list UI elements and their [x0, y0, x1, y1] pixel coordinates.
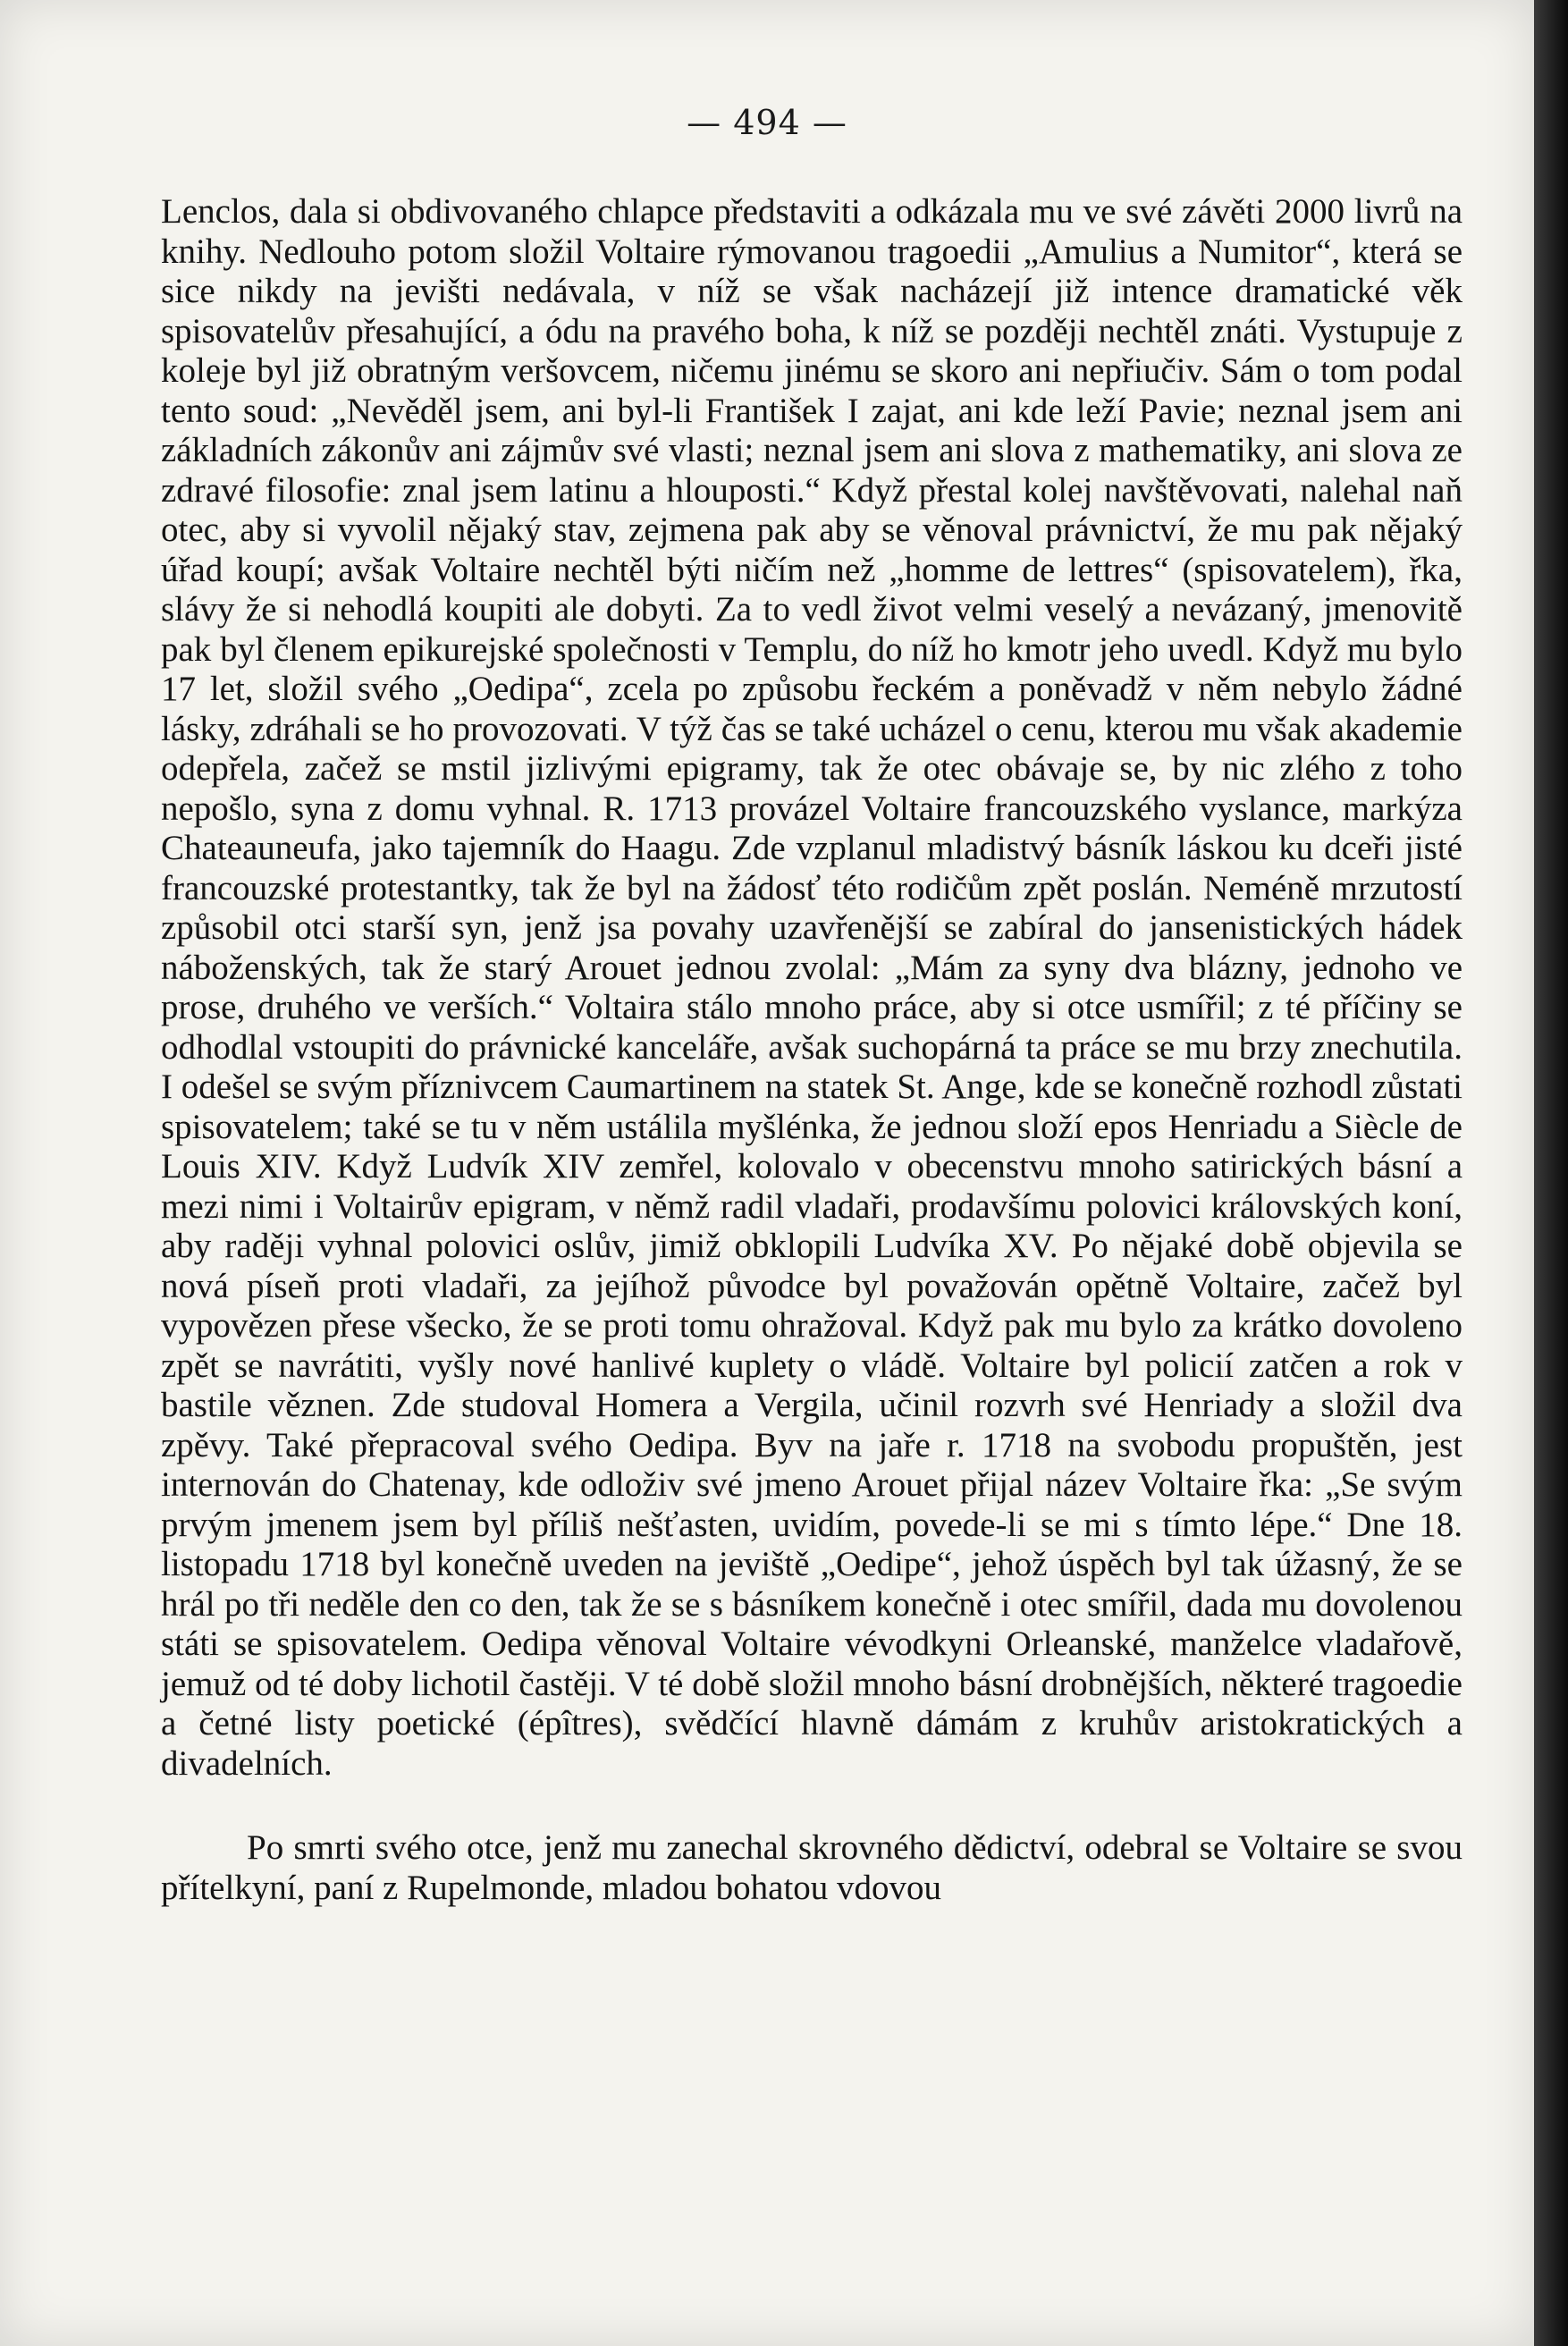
page-number: — 494 —: [687, 103, 847, 142]
paragraph: Po smrti svého otce, jenž mu zanechal skrovného dědictví, odebral se Voltaire se svou přítelkyní, paní z Rupelmonde, mladou bohatou vdovou: [161, 1828, 1463, 1907]
page-edge-shadow: [1534, 0, 1568, 2346]
page-text: [161, 192, 1463, 1908]
paragraph: Lenclos, dala si obdivovaného chlapce představiti a odkázala mu ve své závěti 2000 livrů na knihy. Nedlouho potom složil Voltaire rýmovanou tragoedii „Amulius a Numitor“, která se sice nikdy na jevišti nedávala, v níž se však nacházejí již intence dramatické věk spisovatelův přesahující, a ódu na pravého boha, k níž se později nechtěl znáti. Vystupuje z koleje byl již obratným veršovcem, ničemu jinému se skoro ani nepřiučiv. Sám o tom podal tento soud: „Nevěděl jsem, ani byl-li František I zajat, ani kde leží Pavie; neznal jsem ani základních zákonův ani zájmův své vlasti; neznal jsem ani slova z mathematiky, ani slova ze zdravé filosofie: znal jsem latinu a hlouposti.“ Když přestal kolej navštěvovati, nalehal naň otec, aby si vyvolil nějaký stav, zejmena pak aby se věnoval právnictví, že mu pak nějaký úřad koupí; avšak Voltaire nechtěl býti ničím než „homme de lettres“ (spisovatelem), řka, slávy že si nehodlá koupiti ale dobyti. Za to vedl život velmi veselý a nevázaný, jmenovitě pak byl členem epikurejské společnosti v Templu, do níž ho kmotr jeho uvedl. Když mu bylo 17 let, složil svého „Oedipa“, zcela po způsobu řeckém a poněvadž v něm nebylo žádné lásky, zdráhali se ho provozovati. V týž čas se také ucházel o cenu, kterou mu však akademie odepřela, začež se mstil jizlivými epigramy, tak že otec obávaje se, by nic zlého z toho nepošlo, syna z domu vyhnal. R. 1713 provázel Voltaire francouzského vyslance, markýza Chateauneufa, jako tajemník do Haagu. Zde vzplanul mladistvý básník láskou ku dceři jisté francouzské protestantky, tak že byl na žádosť této rodičům zpět poslán. Neméně mrzutostí způsobil otci starší syn, jenž jsa povahy uzavřenější se zabíral do jansenistických hádek náboženských, tak že starý Arouet jednou zvolal: „Mám za syny dva blázny, jednoho ve prose, druhého ve verších.“ Voltaira stálo mnoho práce, aby si otce usmířil; z té příčiny se odhodlal vstoupiti do právnické kanceláře, avšak suchopárná ta práce se mu brzy znechutila. I odešel se svým příznivcem Caumartinem na statek St. Ange, kde se konečně rozhodl zůstati spisovatelem; také se tu v něm ustálila myšlénka, že jednou složí epos Henriadu a Siècle de Louis XIV. Když Ludvík XIV zemřel, kolovalo v obecenstvu mnoho satirických básní a mezi nimi i Voltairův epigram, v němž radil vladaři, prodavšímu polovici královských koní, aby raději vyhnal polovici oslův, jimiž obklopili Ludvíka XV. Po nějaké době objevila se nová píseň proti vladaři, za jejíhož původce byl považován opětně Voltaire, začež byl vypovězen přese všecko, že se proti tomu ohražoval. Když pak mu bylo za krátko dovoleno zpět se navrátiti, vyšly nové hanlivé kuplety o vládě. Voltaire byl policií zatčen a rok v bastile věznen. Zde studoval Homera a Vergila, učinil rozvrh své Henriady a složil dva zpěvy. Také přepracoval svého Oedipa. Byv na jaře r. 1718 na svobodu propuštěn, jest internován do Chatenay, kde odloživ své jmeno Arouet přijal název Voltaire řka: „Se svým prvým jmenem jsem byl příliš nešťasten, uvidím, povede-li se mi s tímto lépe.“ Dne 18. listopadu 1718 byl konečně uveden na jeviště „Oedipe“, jehož úspěch byl tak úžasný, že se hrál po tři neděle den co den, tak že se s básníkem konečně i otec smířil, dada mu dovolenou státi se spisovatelem. Oedipa věnoval Voltaire vévodkyni Orleanské, manželce vladařově, jemuž od té doby lichotil častěji. V té době složil mnoho básní drobnějších, některé tragoedie a četné listy poetické (épîtres), svědčící hlavně dámám z kruhův aristokratických a divadelních.: [161, 192, 1463, 1783]
